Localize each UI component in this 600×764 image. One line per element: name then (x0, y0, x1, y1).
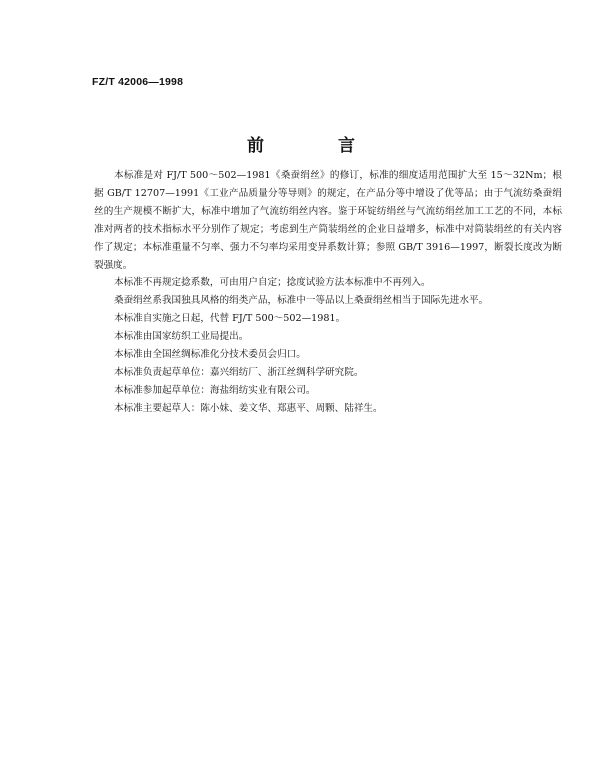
paragraph-drafters: 本标准主要起草人：陈小妹、姜文华、郑惠平、周颗、陆祥生。 (114, 402, 383, 414)
paragraph-proposer: 本标准由国家纺织工业局提出。 (114, 331, 249, 343)
page-title: 前 言 (247, 136, 389, 156)
paragraph-replacement: 本标准自实施之日起，代替 FJ/T 500～502—1981。 (114, 313, 346, 325)
paragraph-participating-unit: 本标准参加起草单位：海盐绢纺实业有限公司。 (114, 384, 316, 396)
paragraph-quality-level: 桑蚕绢丝系我国独具风格的绢类产品，标准中一等品以上桑蚕绢丝相当于国际先进水平。 (114, 295, 489, 307)
paragraph-drafting-units: 本标准负责起草单位：嘉兴绢纺厂、浙江丝绸科学研究院。 (114, 366, 364, 378)
standard-code: FZ/T 42006—1998 (92, 76, 184, 88)
paragraph-twist: 本标准不再规定捻系数，可由用户自定；捻度试验方法本标准中不再列入。 (114, 277, 431, 289)
paragraph-revision-summary: 本标准是对 FJ/T 500～502—1981《桑蚕绢丝》的修订，标准的细度适用范围扩大至 15～32Nm；根据 GB/T 12707—1991《工业产品质量分等导则》的规定，在产品分等中增设了优等品；由于气流纺桑蚕绢丝的生产规模不断扩大，标准中增加了气流纺绢丝内容。鉴于环锭纺绢丝与气流纺绢丝加工工艺的不同，本标准对两者的技术指标水平分别作了规定；考虑到生产筒装绢丝的企业日益增多，标准中对筒装绢丝的有关内容作了规定；本标准重量不匀率、强力不匀率均采用变异系数计算；参照 GB/T 3916—1997，断裂长度改为断裂强度。 (94, 170, 562, 271)
foreword-body (94, 167, 562, 418)
paragraph-committee: 本标准由全国丝绸标准化分技术委员会归口。 (114, 349, 306, 361)
